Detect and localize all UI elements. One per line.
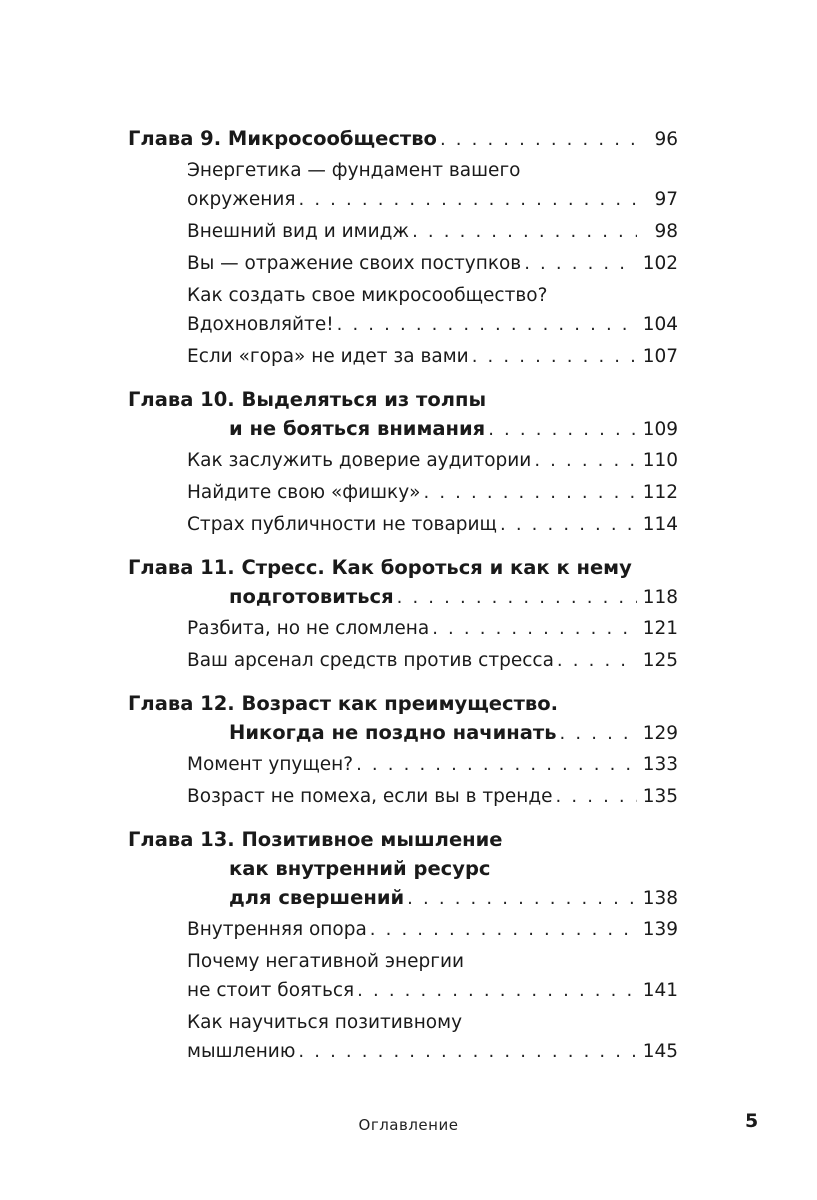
dot-leader (370, 915, 637, 944)
dot-leader (424, 478, 638, 507)
section-title: Найдите свою «фишку» (187, 482, 421, 503)
section-title-line (128, 976, 678, 1005)
section-title-line (128, 1037, 678, 1066)
dot-leader (298, 185, 637, 214)
section-title-line (128, 249, 678, 278)
section-page-number: 125 (642, 650, 678, 671)
chapter-title: Глава 9. Микросообщество (128, 127, 437, 150)
dot-leader (407, 884, 637, 913)
chapter-title-line (128, 825, 678, 854)
chapter-page-number: 109 (642, 419, 678, 440)
chapter-title: Глава 13. Позитивное мышление (128, 828, 503, 851)
section-page-number: 110 (642, 450, 678, 471)
chapter-entry (128, 124, 678, 371)
dot-leader (432, 614, 637, 643)
section-title-line (128, 310, 678, 339)
chapter-title: как внутренний ресурс (229, 857, 491, 880)
chapter-title-line (128, 718, 678, 747)
dot-leader (440, 125, 637, 154)
dot-leader (298, 1037, 637, 1066)
chapter-title: Никогда не поздно начинать (229, 721, 557, 744)
chapter-page-number: 118 (642, 587, 678, 608)
section-page-number: 104 (642, 314, 678, 335)
section-title: Почему негативной энергии (187, 951, 465, 972)
dot-leader (397, 583, 637, 612)
chapter-title-line (128, 854, 678, 883)
dot-leader (472, 342, 637, 371)
section-title-line (128, 156, 678, 185)
section-page-number: 107 (642, 346, 678, 367)
table-of-contents (128, 124, 678, 1080)
dot-leader (356, 750, 637, 779)
section-title: не стоит бояться (187, 980, 355, 1001)
section-title-line (128, 185, 678, 214)
chapter-entry (128, 689, 678, 811)
chapter-title: подготовиться (229, 585, 394, 608)
dot-leader (534, 446, 637, 475)
section-title-line (128, 1008, 678, 1037)
dot-leader (524, 249, 637, 278)
section-title-line (128, 478, 678, 507)
dot-leader (557, 646, 637, 675)
section-title: Разбита, но не сломлена (187, 618, 430, 639)
chapter-title-line (128, 124, 678, 153)
section-title-line (128, 614, 678, 643)
section-title: окружения (187, 189, 296, 210)
section-title-line (128, 510, 678, 539)
chapter-page-number: 96 (654, 129, 678, 150)
chapter-page-number: 138 (642, 888, 678, 909)
section-title-line (128, 947, 678, 976)
section-page-number: 114 (642, 514, 678, 535)
chapter-title: и не бояться внимания (229, 417, 486, 440)
chapter-entry (128, 553, 678, 675)
chapter-title-line (128, 414, 678, 443)
dot-leader (556, 782, 637, 811)
chapter-title-line (128, 883, 678, 912)
section-title: Ваш арсенал средств против стресса (187, 650, 554, 671)
section-page-number: 97 (654, 189, 678, 210)
section-title-line (128, 217, 678, 246)
section-title-line (128, 342, 678, 371)
running-footer-title: Оглавление (358, 1116, 459, 1134)
section-page-number: 135 (642, 786, 678, 807)
section-title: Страх публичности не товарищ (187, 514, 497, 535)
section-title: Если «гора» не идет за вами (187, 346, 469, 367)
section-page-number: 98 (654, 221, 678, 242)
section-title-line (128, 782, 678, 811)
chapter-entry (128, 825, 678, 1066)
chapter-title-line (128, 689, 678, 718)
section-page-number: 121 (642, 618, 678, 639)
dot-leader (560, 719, 637, 748)
chapter-title-line (128, 385, 678, 414)
page-number: 5 (745, 1110, 759, 1132)
dot-leader (337, 310, 637, 339)
section-title: Вы — отражение своих поступков (187, 253, 522, 274)
section-title-line (128, 750, 678, 779)
dot-leader (488, 415, 637, 444)
section-title-line (128, 446, 678, 475)
section-page-number: 145 (642, 1041, 678, 1062)
section-title: Возраст не помеха, если вы в тренде (187, 786, 553, 807)
section-title: Энергетика — фундамент вашего (187, 160, 521, 181)
chapter-title: Глава 11. Стресс. Как бороться и как к нему (128, 556, 632, 579)
chapter-title-line (128, 582, 678, 611)
section-page-number: 133 (642, 754, 678, 775)
section-page-number: 141 (642, 980, 678, 1001)
section-title: Вдохновляйте! (187, 314, 334, 335)
section-page-number: 112 (642, 482, 678, 503)
section-title: мышлению (187, 1041, 296, 1062)
dot-leader (500, 510, 637, 539)
chapter-title-line (128, 553, 678, 582)
section-title-line (128, 646, 678, 675)
section-page-number: 139 (642, 919, 678, 940)
chapter-title: Глава 12. Возраст как преимущество. (128, 692, 559, 715)
chapter-title: для свершений (229, 886, 405, 909)
section-page-number: 102 (642, 253, 678, 274)
section-title-line (128, 281, 678, 310)
section-title-line (128, 915, 678, 944)
section-title: Внутренняя опора (187, 919, 367, 940)
section-title: Внешний вид и имидж (187, 221, 410, 242)
dot-leader (412, 217, 637, 246)
section-title: Момент упущен? (187, 754, 354, 775)
chapter-entry (128, 385, 678, 539)
section-title: Как заслужить доверие аудитории (187, 450, 532, 471)
dot-leader (357, 976, 637, 1005)
section-title: Как создать свое микросообщество? (187, 285, 548, 306)
chapter-title: Глава 10. Выделяться из толпы (128, 388, 487, 411)
chapter-page-number: 129 (642, 723, 678, 744)
section-title: Как научиться позитивному (187, 1012, 463, 1033)
